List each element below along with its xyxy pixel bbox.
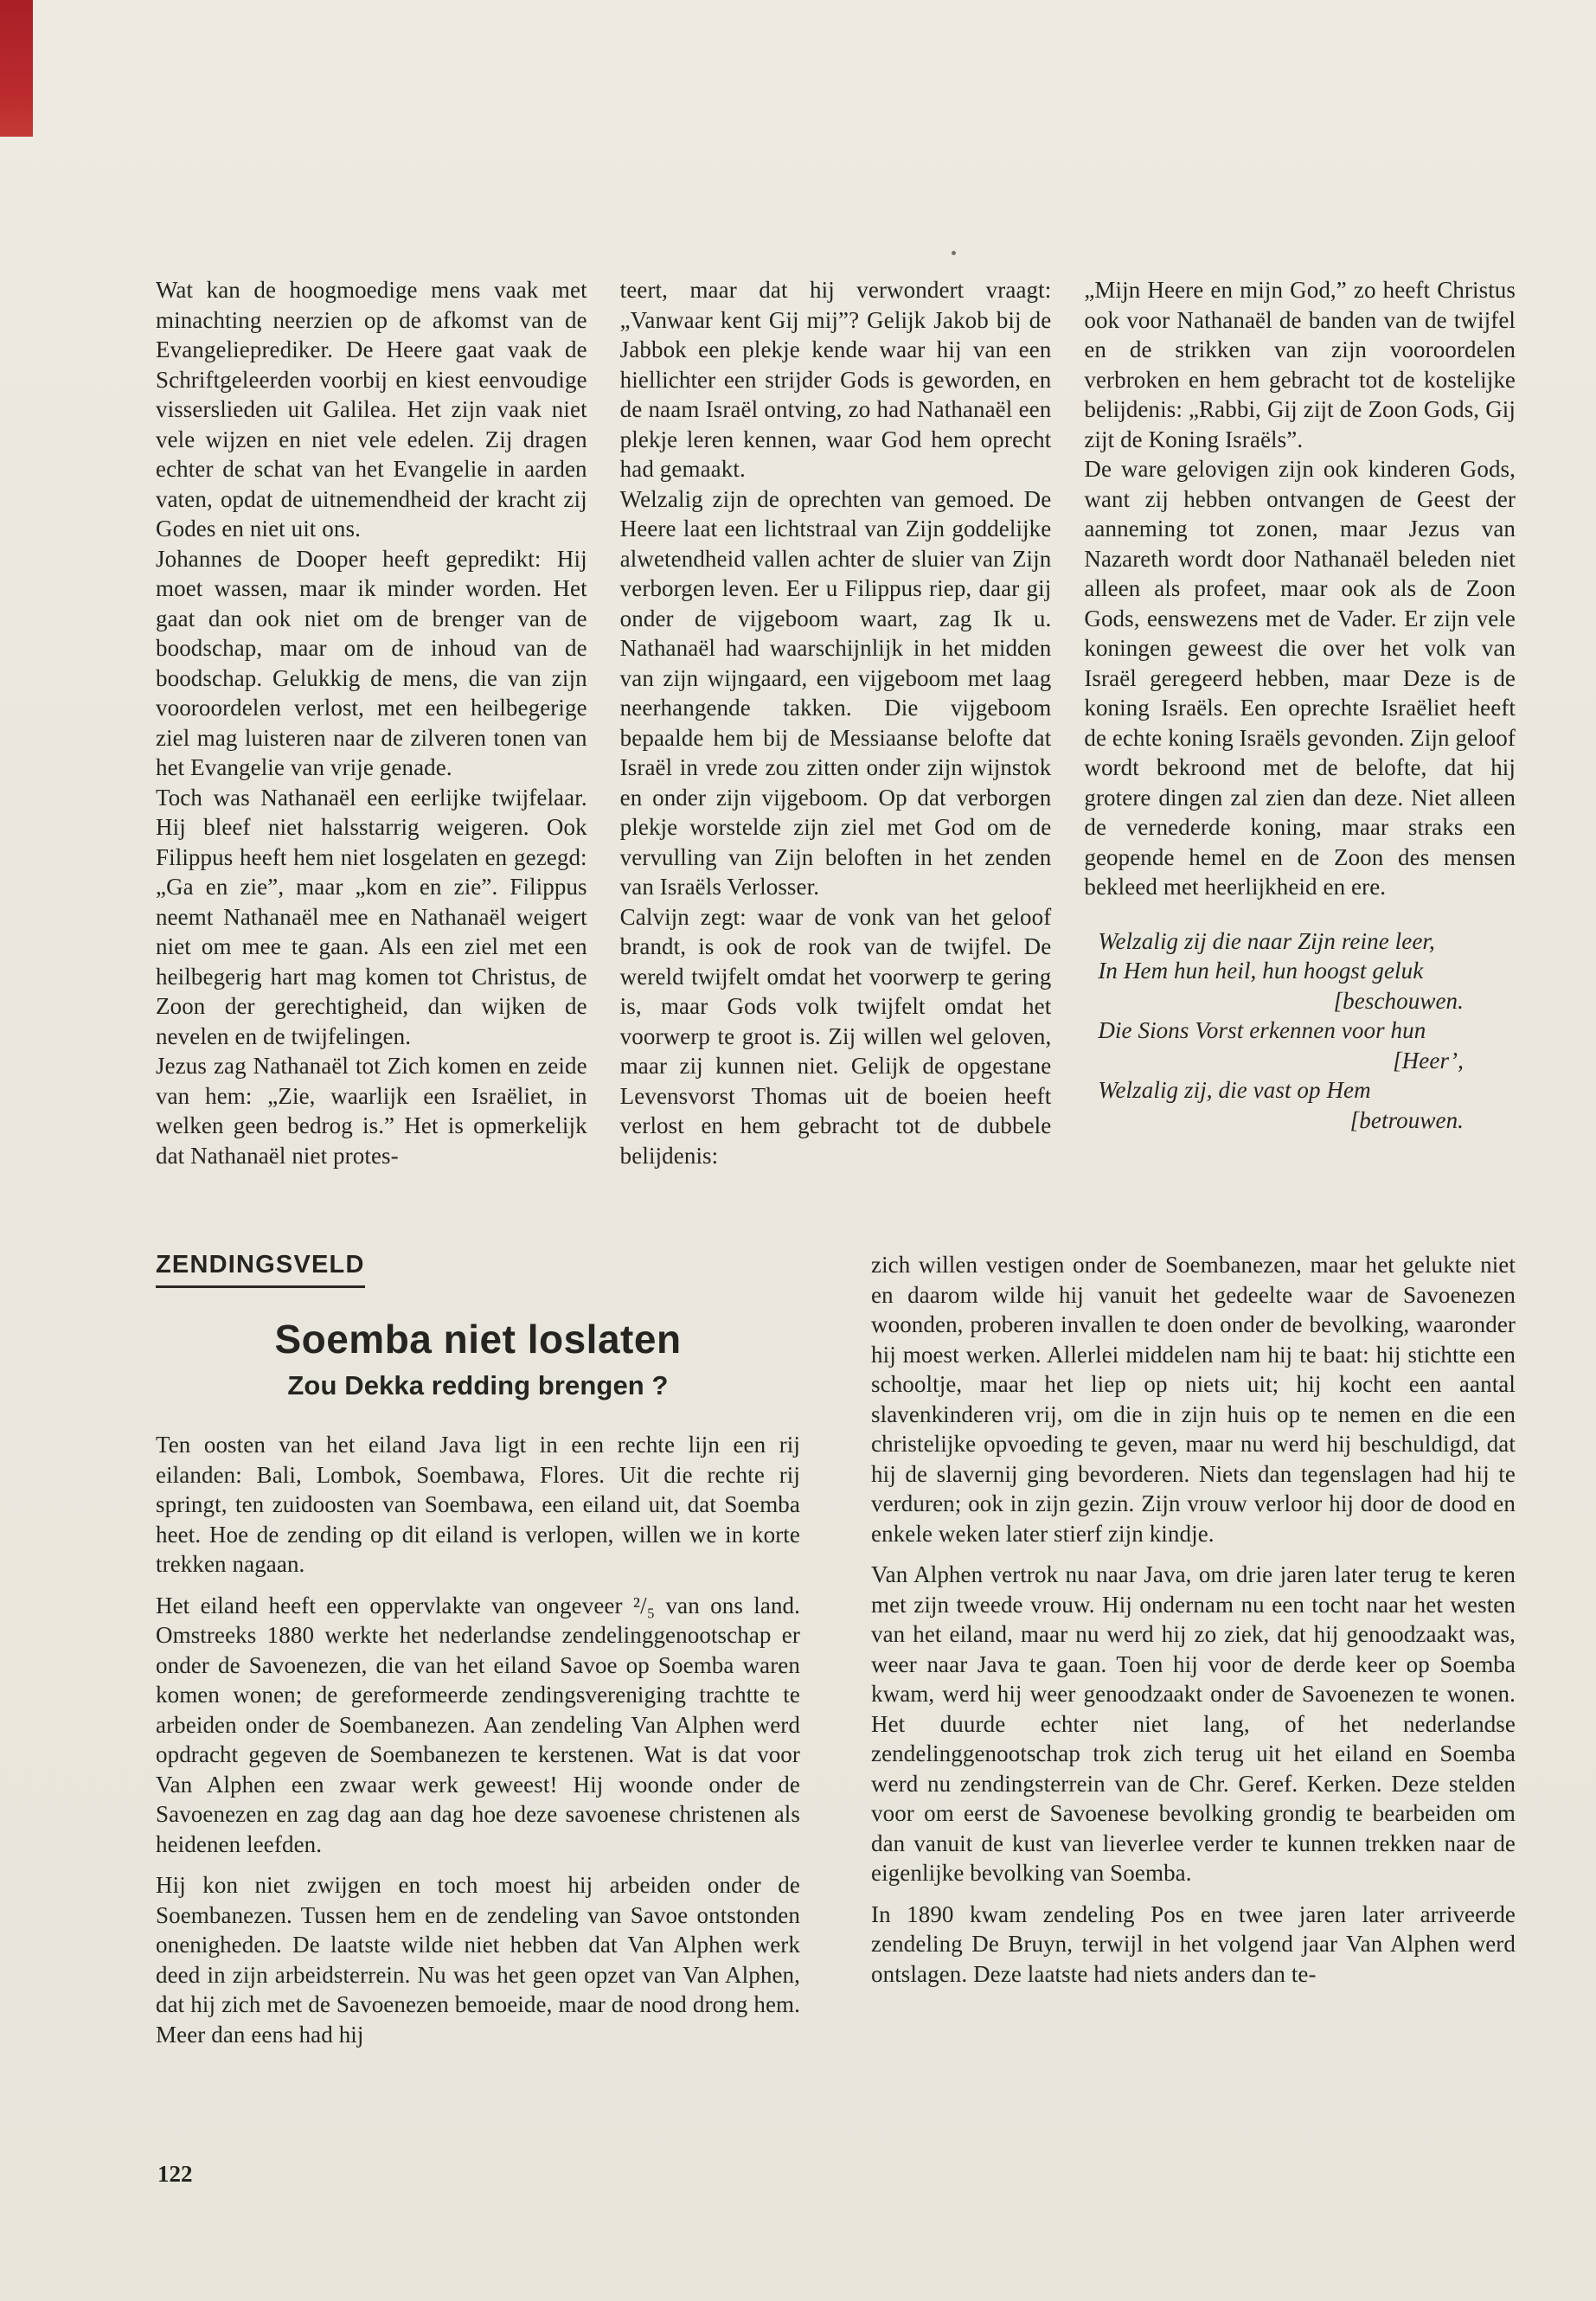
body-paragraph: Ten oosten van het eiland Java ligt in een rechte lijn een rij eilanden: Bali, Lombok, Soembawa, Flores. Uit die rechte rij springt, ten zuidoosten van Soembawa, een eiland uit, dat Soemba heet. Hoe de zending op dit eiland is verlopen, willen we in korte trekken nagaan. (156, 1432, 800, 1578)
body-paragraph: Jezus zag Nathanaël tot Zich komen en zeide van hem: „Zie, waarlijk een Israëliet, in welken geen bedrog is.” Het is opmerkelijk dat Nathanaël niet protes- (156, 1053, 587, 1169)
body-paragraph: De ware gelovigen zijn ook kinderen Gods, want zij hebben ontvangen de Geest der aanneming tot zonen, maar Jezus van Nazareth wordt door Nathanaël beleden niet alleen als profeet, maar ook als de Zoon Gods, eenswezens met de Vader. Er zijn vele koningen geweest die over het volk van Israël geregeerd hebben, maar Deze is de koning Israëls. Een oprechte Israëliet heeft de echte koning Israëls gevonden. Zijn geloof wordt bekroond met de belofte, dat hij grotere dingen zal zien dan deze. Niet alleen de vernederde koning, maar straks een geopende hemel en de Zoon des mensen bekleed met heerlijkheid en ere. (1084, 456, 1516, 900)
body-paragraph: Wat kan de hoogmoedige mens vaak met minachting neerzien op de afkomst van de Evangelieprediker. De Heere gaat vaak de Schriftgeleerden voorbij en kiest eenvoudige visserslieden uit Galilea. Het zijn vaak niet vele wijzen en niet vele edelen. Zij dragen echter de schat van het Evangelie in aarden vaten, opdat de uitnemendheid der kracht zij Godes en niet uit ons. (156, 277, 587, 542)
meditation-column-1 (156, 275, 587, 1170)
body-paragraph: Toch was Nathanaël een eerlijke twijfelaar. Hij bleef niet halsstarrig weigeren. Ook Filippus heeft hem niet losgelaten en gezegd: „Ga en zie”, maar „kom en zie”. Filippus neemt Nathanaël mee en Nathanaël weigert niet om mee te gaan. Als een ziel met een heilbegerig hart mag komen tot Christus, de Zoon der gerechtigheid, dan wijken de nevelen en de twijfelingen. (156, 784, 587, 1049)
meditation-column-3 (1084, 275, 1516, 1170)
body-paragraph: Calvijn zegt: waar de vonk van het geloof brandt, is ook de rook van de twijfel. De wereld twijfelt omdat het voorwerp te gering is, maar Gods volk twijfelt omdat het voorwerp te groot is. Zij willen wel geloven, maar zij kunnen niet. Gelijk de opgestane Levensvorst Thomas uit de boeien heeft verlost en hem gebracht tot de dubbele belijdenis: (619, 903, 1052, 1169)
poem-line: Welzalig zij, die vast op Hem (1098, 1077, 1371, 1103)
poem-line: Die Sions Vorst erkennen voor hun (1098, 1017, 1426, 1043)
red-bookmark-mark (0, 0, 33, 137)
body-paragraph: Welzalig zijn de oprechten van gemoed. De Heere laat een lichtstraal van Zijn goddelijke alwetendheid vallen achter de sluier van Zijn verborgen leven. Eer u Filippus riep, daar gij onder de vijgeboom waart, zag Ik u. Nathanaël had waarschijnlijk in het midden van zijn wijngaard, een vijgeboom met laag neerhangende takken. Die vijgeboom bepaalde hem bij de Messiaanse belofte dat Israël in vrede zou zitten onder zijn wijnstok en onder zijn vijgeboom. Op dat verborgen plekje worstelde zijn ziel met God om de vervulling van Zijn beloften in het zenden van Israëls Verlosser. (619, 485, 1052, 900)
poem-line: In Hem hun heil, hun hoogst geluk (1098, 958, 1424, 984)
article-title: Soemba niet loslaten (274, 1316, 682, 1362)
body-paragraph: zich willen vestigen onder de Soembanezen, maar het gelukte niet en daarom wilde hij vanuit het gedeelte waar de Savoenezen woonden, proberen invallen te doen onder de bevolking, waaronder hij moest werken. Allerlei middelen nam hij te baat: hij stichtte een schooltje, maar het liep op niets uit; hij kocht een aantal slavenkinderen vrij, om die in zijn huis op te nemen en die een christelijke opvoeding te geven, maar nu werd hij beschuldigd, dat hij de slavernij ging bevorderen. Niets dan tegenslagen had hij te verduren; ook in zijn gezin. Zijn vrouw verloor hij door de dood en enkele weken later stierf zijn kindje. (871, 1252, 1516, 1547)
body-paragraph: Het eiland heeft een oppervlakte van ongeveer ²/₅ van ons land. Omstreeks 1880 werkte het nederlandse zendelinggenootschap er onder de Savoenezen, die van het eiland Savoe op Soemba waren komen wonen; de gereformeerde zendingsvereniging trachtte te arbeiden onder de Soembanezen. Aan zendeling Van Alphen werd opdracht gegeven de Soembanezen te kerstenen. Wat is dat voor Van Alphen een zwaar werk geweest! Hij woonde onder de Savoenezen en zag dag aan dag hoe deze savoenese christenen als heidenen leefden. (156, 1592, 800, 1857)
section-kicker-label: ZENDINGSVELD (156, 1250, 365, 1288)
mission-article (156, 1250, 1516, 2061)
body-paragraph: Hij kon niet zwijgen en toch moest hij arbeiden onder de Soembanezen. Tussen hem en de zendeling van Savoe ontstonden onenigheden. De laatste wilde niet hebben dat Van Alphen werk deed in zijn arbeidsterrein. Nu was het geen opzet van Van Alphen, dat hij zich met de Savoenezen bemoeide, maar de nood drong hem. Meer dan eens had hij (156, 1872, 800, 2048)
poem-line-runover: [Heer’, (1393, 1047, 1465, 1074)
page-content (156, 275, 1516, 2061)
poem-line-runover: [betrouwen. (1349, 1106, 1465, 1133)
section-kicker (156, 1250, 800, 1288)
page-number: 122 (157, 2161, 193, 2187)
poem-line: Welzalig zij die naar Zijn reine leer, (1098, 927, 1435, 954)
body-paragraph: teert, maar dat hij verwondert vraagt: „Vanwaar kent Gij mij”? Gelijk Jakob bij de Jabbok een plekje kende waar hij van een hiellichter een strijder Gods is geworden, en de naam Israël ontving, zo had Nathanaël een plekje leren kennen, waar God hem oprecht had gemaakt. (619, 277, 1052, 482)
scan-speck (952, 251, 956, 255)
body-paragraph: Van Alphen vertrok nu naar Java, om drie jaren later terug te keren met zijn tweede vrouw. Hij ondernam nu een tocht naar het westen van het eiland, maar nu werd hij zo ziek, dat hij genoodzaakt was, weer naar Java te gaan. Toen hij voor de derde keer op Soemba kwam, werd hij weer genoodzaakt onder de Savoenezen te wonen. Het duurde echter niet lang, of het nederlandse zendelinggenootschap trok zich terug uit het eiland en Soemba werd nu zendingsterrein van de Chr. Geref. Kerken. Deze stelden voor om eerst de Savoenese bevolking grondig te bearbeiden om dan vanuit de kust van lieverlee verder te kunnen trekken naar de eigenlijke bevolking van Soemba. (871, 1561, 1516, 1886)
article-subtitle: Zou Dekka redding brengen ? (287, 1370, 669, 1401)
body-paragraph: „Mijn Heere en mijn God,” zo heeft Christus ook voor Nathanaël de banden van de twijfel en de strikken van zijn vooroordelen verbroken en hem gebracht tot de kostelijke belijdenis: „Rabbi, Gij zijt de Zoon Gods, Gij zijt de Koning Israëls”. (1084, 277, 1516, 452)
meditation-column-2 (620, 275, 1052, 1170)
poem-line-runover: [beschouwen. (1333, 987, 1465, 1014)
mission-column-left (156, 1250, 800, 2061)
body-paragraph: Johannes de Dooper heeft gepredikt: Hij moet wassen, maar ik minder worden. Het gaat dan ook niet om de brenger van de boodschap, maar om de inhoud van de boodschap. Gelukkig de mens, die van zijn vooroordelen verlost, met een heilbegerige ziel mag luisteren naar de zilveren tonen van het Evangelie van vrije genade. (156, 545, 587, 780)
closing-poem (1084, 926, 1516, 1136)
mission-column-right (871, 1250, 1516, 2061)
body-paragraph: In 1890 kwam zendeling Pos en twee jaren later arriveerde zendeling De Bruyn, terwijl in het volgend jaar Van Alphen werd ontslagen. Deze laatste had niets anders dan te- (871, 1900, 1516, 1987)
meditation-article (156, 275, 1516, 1170)
